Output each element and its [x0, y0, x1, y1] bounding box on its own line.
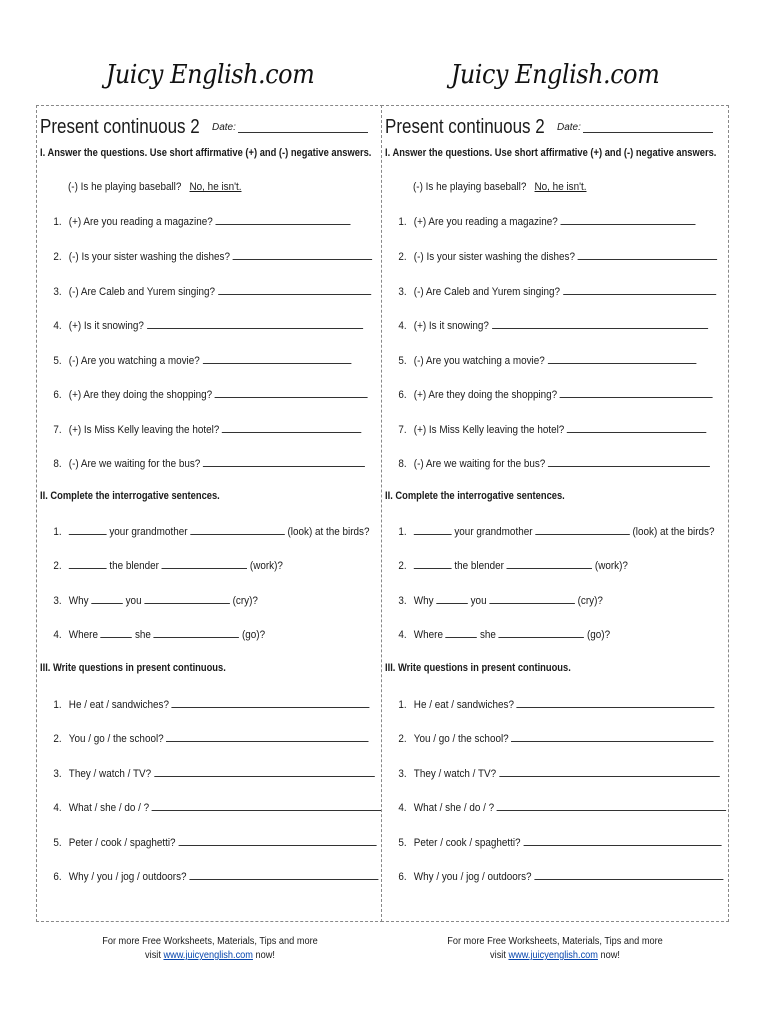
question-text: Why / you / jog / outdoors? — [413, 871, 532, 883]
subject-text: the blender — [454, 560, 504, 572]
question-text: (+) Is it snowing? — [413, 320, 489, 332]
question-number: 4. — [53, 802, 62, 814]
question-text: (-) Is your sister washing the dishes? — [68, 251, 231, 263]
date-input-line[interactable] — [583, 132, 713, 133]
question-row — [40, 834, 342, 849]
subject-text: the blender — [109, 560, 159, 572]
fill-in-row — [385, 524, 715, 538]
verb-hint: (cry)? — [577, 595, 603, 607]
question-number: 2. — [53, 733, 62, 745]
answer-line[interactable] — [511, 730, 714, 742]
question-number: 5. — [53, 355, 62, 367]
question-row — [40, 213, 342, 228]
question-number: 5. — [398, 355, 407, 367]
question-number: 6. — [398, 871, 407, 883]
question-text: He / eat / sandwiches? — [68, 699, 169, 711]
blank-auxiliary[interactable] — [69, 558, 107, 569]
verb-hint: (work)? — [249, 560, 283, 572]
question-text: What / she / do / ? — [68, 802, 150, 814]
blank-verb[interactable] — [535, 524, 630, 535]
question-number: 8. — [398, 458, 407, 470]
date-label: Date: — [212, 122, 236, 133]
answer-line[interactable] — [497, 799, 727, 811]
answer-line[interactable] — [560, 386, 713, 398]
footer-visit: visit — [490, 950, 506, 961]
question-text: You / go / the school? — [68, 733, 164, 745]
question-text: (+) Are you reading a magazine? — [413, 216, 558, 228]
question-number: 3. — [398, 768, 407, 780]
question-number: 6. — [53, 389, 62, 401]
question-text: Peter / cook / spaghetti? — [68, 837, 176, 849]
worksheet-left — [40, 60, 380, 961]
fill-in-row — [40, 627, 342, 641]
question-row — [385, 730, 687, 745]
section-2-heading: II. Complete the interrogative sentences. — [40, 490, 220, 502]
question-text: (-) Are we waiting for the bus? — [68, 458, 201, 470]
question-text: You / go / the school? — [413, 733, 509, 745]
question-number: 4. — [53, 629, 62, 641]
section-1-heading: I. Answer the questions. Use short affirmative (+) and (-) negative answers. — [385, 147, 717, 159]
question-text: (+) Are they doing the shopping? — [413, 389, 558, 401]
answer-line[interactable] — [172, 696, 370, 708]
example-question-text: (-) Is he playing baseball? — [68, 181, 182, 193]
question-number: 1. — [53, 526, 62, 538]
fill-in-row — [40, 524, 370, 538]
question-row — [385, 455, 687, 470]
verb-hint: (look) at the birds? — [632, 526, 715, 538]
question-number: 2. — [398, 733, 407, 745]
question-number: 1. — [398, 526, 407, 538]
answer-line[interactable] — [492, 317, 708, 329]
footer — [399, 935, 712, 963]
answer-line[interactable] — [218, 283, 371, 295]
question-word: Where — [413, 629, 443, 641]
answer-line[interactable] — [215, 386, 368, 398]
verb-hint: (cry)? — [232, 595, 258, 607]
footer-now: now! — [600, 950, 620, 961]
question-text: (+) Is Miss Kelly leaving the hotel? — [413, 424, 565, 436]
blank-auxiliary[interactable] — [436, 593, 468, 604]
question-row — [40, 317, 342, 332]
date-field — [557, 122, 713, 133]
answer-line[interactable] — [517, 696, 715, 708]
question-number: 3. — [53, 768, 62, 780]
question-row — [385, 834, 687, 849]
question-text: (-) Are Caleb and Yurem singing? — [413, 286, 561, 298]
question-row — [40, 248, 342, 263]
blank-verb[interactable] — [499, 627, 584, 638]
verb-hint: (go)? — [241, 629, 266, 641]
question-number: 5. — [398, 837, 407, 849]
question-row — [385, 213, 687, 228]
example-answer: No, he isn't. — [189, 181, 242, 193]
question-number: 1. — [53, 216, 62, 228]
question-row — [385, 283, 687, 298]
footer-link[interactable]: www.juicyenglish.com — [508, 950, 598, 961]
question-row — [385, 696, 687, 711]
subject-text: your grandmother — [454, 526, 533, 538]
answer-line[interactable] — [147, 317, 363, 329]
fill-in-row — [385, 558, 687, 572]
question-text: (-) Are you watching a movie? — [68, 355, 200, 367]
section-3-heading: III. Write questions in present continuous. — [40, 662, 226, 674]
question-row — [385, 799, 687, 814]
answer-line[interactable] — [154, 765, 375, 777]
footer-link[interactable]: www.juicyenglish.com — [163, 950, 253, 961]
question-text: They / watch / TV? — [68, 768, 152, 780]
question-row — [40, 765, 342, 780]
question-number: 1. — [53, 699, 62, 711]
question-row — [40, 868, 342, 883]
question-number: 4. — [398, 802, 407, 814]
question-number: 7. — [398, 424, 407, 436]
answer-line[interactable] — [152, 799, 382, 811]
question-number: 4. — [398, 320, 407, 332]
footer-text: For more Free Worksheets, Materials, Tips and more — [102, 936, 318, 947]
blank-verb[interactable] — [507, 558, 592, 569]
fill-in-row — [40, 593, 342, 607]
subject-text: she — [479, 629, 496, 641]
question-text: (-) Are you watching a movie? — [413, 355, 545, 367]
answer-line[interactable] — [203, 352, 351, 364]
fill-in-row — [385, 593, 687, 607]
question-text: (+) Is it snowing? — [68, 320, 144, 332]
blank-verb[interactable] — [190, 524, 285, 535]
question-number: 3. — [53, 286, 62, 298]
answer-line[interactable] — [548, 352, 696, 364]
verb-hint: (work)? — [594, 560, 628, 572]
section-2-heading: II. Complete the interrogative sentences. — [385, 490, 565, 502]
footer-visit-line — [399, 949, 712, 963]
question-number: 3. — [398, 286, 407, 298]
date-label: Date: — [557, 122, 581, 133]
question-text: What / she / do / ? — [413, 802, 495, 814]
answer-line[interactable] — [548, 455, 710, 467]
question-number: 2. — [53, 251, 62, 263]
footer-now: now! — [255, 950, 275, 961]
question-text: (-) Are Caleb and Yurem singing? — [68, 286, 216, 298]
worksheet-title: Present continuous 2 — [385, 116, 545, 138]
brand-logo: Juicy English.com — [105, 60, 315, 90]
section-3-heading: III. Write questions in present continuous. — [385, 662, 571, 674]
question-text: (-) Are we waiting for the bus? — [413, 458, 546, 470]
question-row — [40, 386, 342, 401]
blank-auxiliary[interactable] — [414, 558, 452, 569]
question-text: He / eat / sandwiches? — [413, 699, 514, 711]
footer-text: For more Free Worksheets, Materials, Tips and more — [447, 936, 663, 947]
answer-line[interactable] — [567, 421, 707, 433]
fill-in-row — [40, 558, 342, 572]
question-number: 2. — [53, 560, 62, 572]
question-text: (+) Is Miss Kelly leaving the hotel? — [68, 424, 220, 436]
question-text: (-) Is your sister washing the dishes? — [413, 251, 576, 263]
footer — [54, 935, 367, 963]
question-row — [385, 248, 687, 263]
subject-text: she — [134, 629, 151, 641]
section-1-heading: I. Answer the questions. Use short affirmative (+) and (-) negative answers. — [40, 147, 372, 159]
blank-verb[interactable] — [144, 593, 230, 604]
verb-hint: (look) at the birds? — [287, 526, 370, 538]
blank-verb[interactable] — [154, 627, 239, 638]
question-number: 4. — [398, 629, 407, 641]
brand-logo: Juicy English.com — [450, 60, 660, 90]
question-row — [40, 455, 342, 470]
question-number: 3. — [53, 595, 62, 607]
question-number: 1. — [398, 699, 407, 711]
blank-auxiliary[interactable] — [414, 524, 452, 535]
question-row — [40, 696, 342, 711]
worksheet-title: Present continuous 2 — [40, 116, 200, 138]
question-row — [40, 730, 342, 745]
question-number: 4. — [53, 320, 62, 332]
question-text: (+) Are you reading a magazine? — [68, 216, 213, 228]
answer-line[interactable] — [215, 213, 350, 225]
footer-visit-line — [54, 949, 367, 963]
question-row — [385, 765, 687, 780]
question-row — [385, 352, 687, 367]
question-number: 2. — [398, 560, 407, 572]
answer-line[interactable] — [233, 248, 373, 260]
subject-text: you — [470, 595, 487, 607]
question-row — [385, 868, 687, 883]
example-question-text: (-) Is he playing baseball? — [413, 181, 527, 193]
answer-line[interactable] — [189, 868, 378, 880]
question-row — [40, 421, 342, 436]
question-row — [385, 386, 687, 401]
question-row — [385, 421, 687, 436]
question-row — [385, 317, 687, 332]
answer-line[interactable] — [166, 730, 369, 742]
question-number: 7. — [53, 424, 62, 436]
answer-line[interactable] — [563, 283, 716, 295]
verb-hint: (go)? — [586, 629, 611, 641]
answer-line[interactable] — [534, 868, 723, 880]
answer-line[interactable] — [499, 765, 719, 777]
question-number: 5. — [53, 837, 62, 849]
question-row — [40, 799, 342, 814]
answer-line[interactable] — [203, 455, 365, 467]
blank-verb[interactable] — [162, 558, 247, 569]
question-number: 6. — [398, 389, 407, 401]
question-text: Why / you / jog / outdoors? — [68, 871, 187, 883]
blank-auxiliary[interactable] — [101, 627, 132, 638]
blank-auxiliary[interactable] — [69, 524, 107, 535]
question-text: They / watch / TV? — [413, 768, 497, 780]
question-number: 8. — [53, 458, 62, 470]
question-number: 2. — [398, 251, 407, 263]
answer-line[interactable] — [523, 834, 721, 846]
worksheet-right — [385, 60, 725, 961]
question-row — [40, 352, 342, 367]
example-answer: No, he isn't. — [534, 181, 587, 193]
example-question — [413, 181, 592, 193]
answer-line[interactable] — [578, 248, 718, 260]
question-number: 6. — [53, 871, 62, 883]
subject-text: your grandmother — [109, 526, 188, 538]
worksheet-header — [40, 116, 380, 144]
question-word: Where — [68, 629, 98, 641]
worksheet-header — [385, 116, 725, 144]
answer-line[interactable] — [560, 213, 695, 225]
question-number: 3. — [398, 595, 407, 607]
blank-verb[interactable] — [489, 593, 575, 604]
example-question — [68, 181, 247, 193]
footer-visit: visit — [145, 950, 161, 961]
answer-line[interactable] — [178, 834, 376, 846]
question-word: Why — [68, 595, 89, 607]
fill-in-row — [385, 627, 687, 641]
answer-line[interactable] — [222, 421, 362, 433]
question-word: Why — [413, 595, 434, 607]
blank-auxiliary[interactable] — [446, 627, 478, 638]
question-text: (+) Are they doing the shopping? — [68, 389, 213, 401]
question-row — [40, 283, 342, 298]
blank-auxiliary[interactable] — [91, 593, 123, 604]
date-input-line[interactable] — [238, 132, 368, 133]
date-field — [212, 122, 368, 133]
subject-text: you — [125, 595, 142, 607]
question-text: Peter / cook / spaghetti? — [413, 837, 521, 849]
question-number: 1. — [398, 216, 407, 228]
